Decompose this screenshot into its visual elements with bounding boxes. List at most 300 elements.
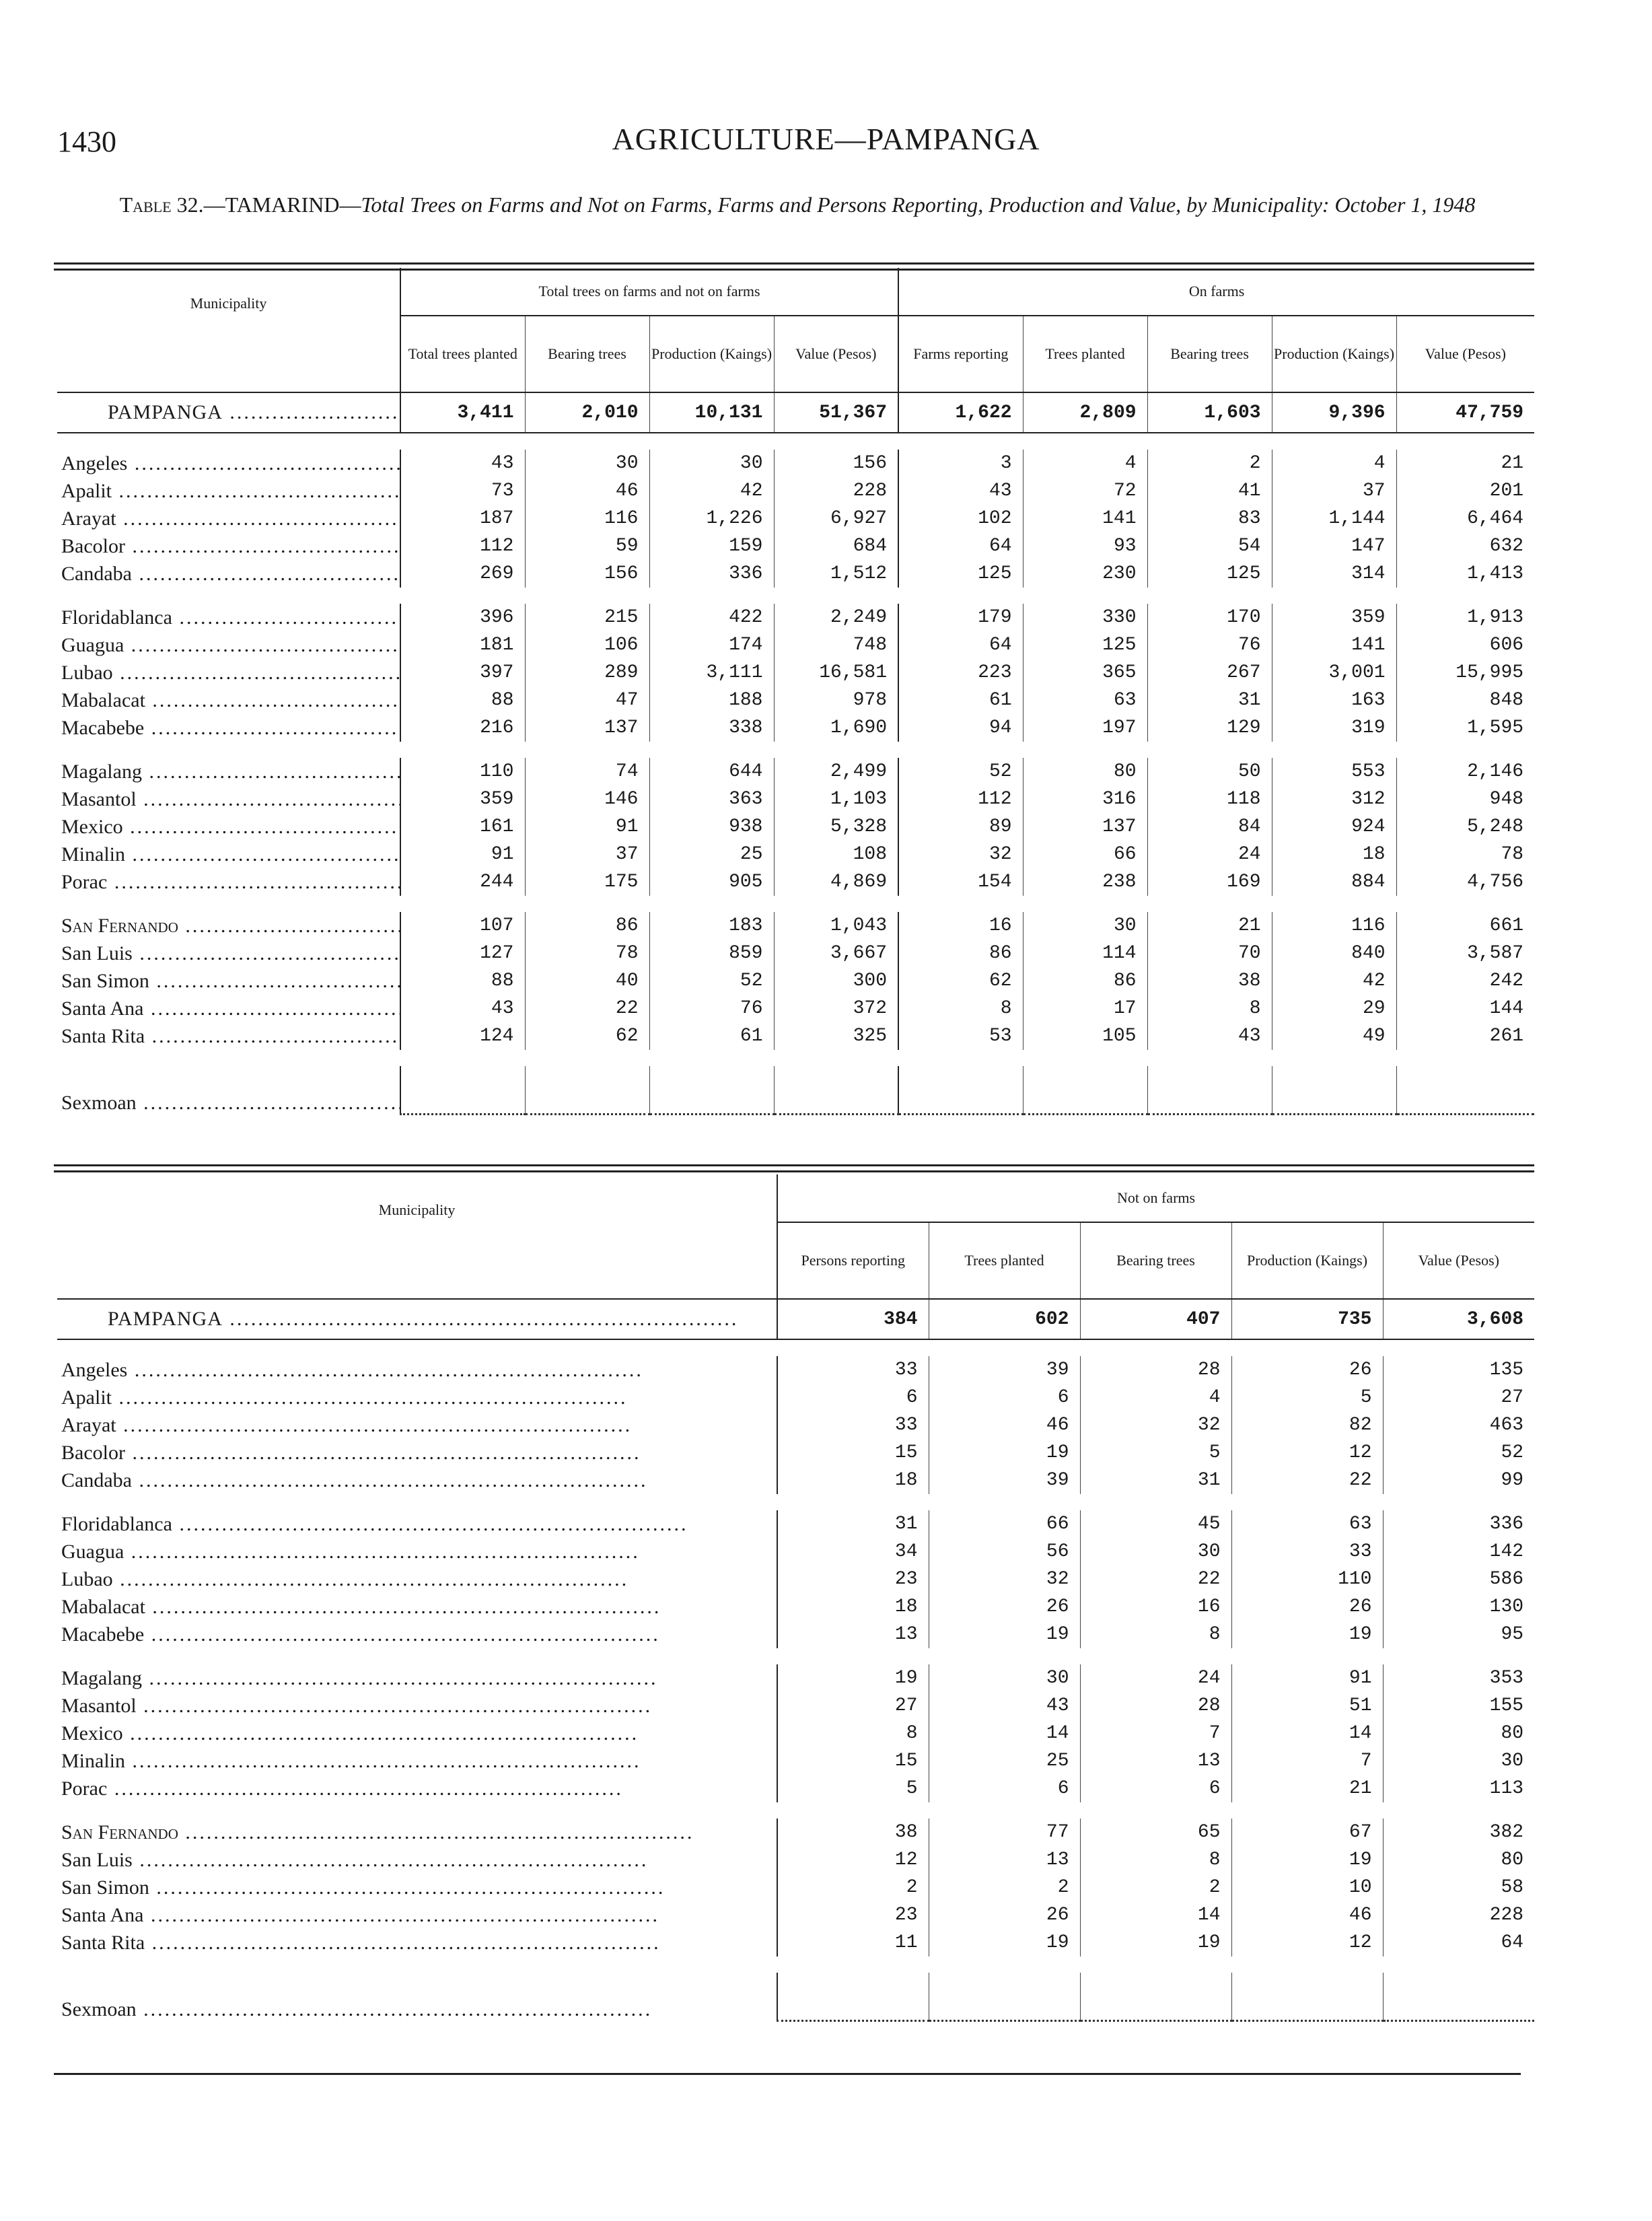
table-cell: 163	[1272, 686, 1396, 714]
table-row	[57, 450, 1534, 477]
table-cell: 37	[1272, 477, 1396, 505]
table-row	[57, 532, 1534, 560]
table-cell: 51	[1231, 1692, 1383, 1720]
municipality-header-bottom: Municipality	[57, 1174, 777, 1299]
table-cell: 4	[1023, 450, 1147, 477]
column-header: Bearing trees	[1080, 1222, 1231, 1299]
table-cell: 325	[774, 1022, 898, 1050]
table-cell: 28	[1080, 1692, 1231, 1720]
table-row	[57, 560, 1534, 588]
spacer-cell	[57, 1802, 1534, 1819]
table-cell: 39	[929, 1467, 1080, 1494]
table-cell: 64	[898, 631, 1023, 659]
table-cell: 135	[1489, 1360, 1524, 1380]
table-cell: 33	[777, 1411, 929, 1439]
empty-cell	[777, 1973, 929, 2021]
total-cell: 10,131	[649, 392, 774, 433]
table-cell: 67	[1231, 1819, 1383, 1846]
table-cell: 5	[777, 1775, 929, 1802]
total-cell: 2,809	[1023, 392, 1147, 433]
table-cell: 8	[1080, 1621, 1231, 1648]
table-cell: 83	[1147, 505, 1272, 532]
table-cell: 137	[1023, 813, 1147, 841]
table-cell: 27	[777, 1692, 929, 1720]
table-row	[57, 1022, 1534, 1050]
spacer-cell	[57, 1648, 1534, 1664]
table-cell: 353	[1489, 1668, 1524, 1689]
table-cell: 319	[1272, 714, 1396, 742]
table-cell: 19	[777, 1664, 929, 1692]
municipality-name: Angeles .....	[57, 1356, 777, 1384]
table-row	[57, 659, 1534, 686]
table-cell: 30	[525, 450, 649, 477]
table-row	[57, 1621, 1534, 1648]
table-cell: 40	[525, 967, 649, 995]
municipality-name: Porac .....	[57, 1775, 777, 1802]
table-cell: 336	[1489, 1514, 1524, 1535]
table-cell: 924	[1272, 813, 1396, 841]
table-cell: 312	[1272, 785, 1396, 813]
table-cell: 216	[400, 714, 525, 742]
municipality-name: Bacolor .....	[57, 1439, 777, 1467]
table-cell: 2	[1080, 1874, 1231, 1901]
table-row	[57, 995, 1534, 1022]
municipality-name: Floridablanca .....	[57, 604, 400, 631]
table-bottom	[57, 1174, 1534, 2022]
table-cell: 4	[1080, 1384, 1231, 1411]
table-cell: 130	[1489, 1596, 1524, 1617]
table-row	[57, 1356, 1534, 1384]
table-cell: 86	[525, 912, 649, 940]
table-cell: 125	[898, 560, 1023, 588]
table-cell: 5,248	[1467, 816, 1524, 837]
table-cell: 116	[525, 505, 649, 532]
table-cell: 26	[1231, 1356, 1383, 1384]
empty-cell	[929, 1973, 1080, 2021]
table-cell: 108	[774, 841, 898, 868]
table-cell: 28	[1080, 1356, 1231, 1384]
municipality-name: Mabalacat .....	[57, 1593, 777, 1621]
table-cell: 586	[1489, 1569, 1524, 1590]
table-cell: 112	[898, 785, 1023, 813]
municipality-name: Candaba .....	[57, 1467, 777, 1494]
table-cell: 1,144	[1272, 505, 1396, 532]
table-cell: 14	[1080, 1901, 1231, 1929]
table-cell: 3,587	[1467, 943, 1524, 964]
table-cell: 14	[929, 1720, 1080, 1747]
table-cell: 6	[1080, 1775, 1231, 1802]
table-cell: 76	[1147, 631, 1272, 659]
table-row	[57, 1411, 1534, 1439]
running-head: AGRICULTURE—PAMPANGA	[612, 122, 1040, 156]
table-cell: 12	[1231, 1929, 1383, 1956]
table-row	[57, 1874, 1534, 1901]
table-cell: 4,869	[774, 868, 898, 896]
table-cell: 89	[898, 813, 1023, 841]
municipality-name: San Luis .....	[57, 940, 400, 967]
table-cell: 78	[525, 940, 649, 967]
municipality-name: Lubao .....	[57, 659, 400, 686]
spacer-row	[57, 1802, 1534, 1819]
table-cell: 84	[1147, 813, 1272, 841]
municipality-header: Municipality	[57, 268, 400, 392]
group-header-total: Total trees on farms and not on farms	[400, 268, 898, 316]
table-cell: 64	[898, 532, 1023, 560]
table-row-no-data	[57, 1973, 1534, 2021]
table-cell: 159	[649, 532, 774, 560]
table-cell: 848	[1489, 690, 1524, 711]
table-cell: 314	[1272, 560, 1396, 588]
table-cell: 23	[777, 1901, 929, 1929]
table-cell: 18	[777, 1593, 929, 1621]
table-cell: 147	[1272, 532, 1396, 560]
table-row	[57, 505, 1534, 532]
table-cell: 26	[1231, 1593, 1383, 1621]
table-cell: 359	[1272, 604, 1396, 631]
table-cell: 1,690	[774, 714, 898, 742]
table-cell: 156	[525, 560, 649, 588]
table-cell: 19	[929, 1929, 1080, 1956]
table-cell: 905	[649, 868, 774, 896]
table-cell: 16	[1080, 1593, 1231, 1621]
page-number: 1430	[57, 125, 116, 158]
municipality-name: Santa Ana .....	[57, 995, 400, 1022]
municipality-name: Guagua .....	[57, 1538, 777, 1565]
table-cell: 197	[1023, 714, 1147, 742]
table-cell: 156	[774, 450, 898, 477]
table-row	[57, 1593, 1534, 1621]
table-cell: 884	[1272, 868, 1396, 896]
table-cell: 24	[1147, 841, 1272, 868]
table-cell: 127	[400, 940, 525, 967]
table-cell: 5,328	[774, 813, 898, 841]
table-cell: 396	[400, 604, 525, 631]
table-cell: 29	[1272, 995, 1396, 1022]
table-cell: 58	[1501, 1877, 1524, 1898]
municipality-name: Porac .....	[57, 868, 400, 896]
table-cell: 53	[898, 1022, 1023, 1050]
municipality-name: Lubao .....	[57, 1565, 777, 1593]
column-header: Value (Pesos)	[1383, 1222, 1534, 1299]
table-cell: 174	[649, 631, 774, 659]
table-cell: 125	[1147, 560, 1272, 588]
total-cell: 3,411	[400, 392, 525, 433]
total-cell: 2,010	[525, 392, 649, 433]
table-cell: 56	[929, 1538, 1080, 1565]
municipality-name: Macabebe .....	[57, 1621, 777, 1648]
table-cell: 66	[929, 1510, 1080, 1538]
table-cell: 76	[649, 995, 774, 1022]
table-row	[57, 1692, 1534, 1720]
table-cell: 230	[1023, 560, 1147, 588]
table-cell: 6	[777, 1384, 929, 1411]
table-cell: 15	[777, 1747, 929, 1775]
table-cell: 215	[525, 604, 649, 631]
table-cell: 242	[1489, 971, 1524, 991]
table-cell: 88	[400, 686, 525, 714]
table-caption	[57, 190, 1538, 219]
municipality-name: Angeles .....	[57, 450, 400, 477]
table-label: Table 32.—TAMARIND—	[119, 192, 361, 217]
table-row	[57, 714, 1534, 742]
table-title: Total Trees on Farms and Not on Farms, Farms and Persons Reporting, Production and Value, by Municipality: October 1, 1948	[361, 192, 1476, 217]
table-cell: 46	[1231, 1901, 1383, 1929]
table-cell: 88	[400, 967, 525, 995]
table-cell: 124	[400, 1022, 525, 1050]
table-cell: 228	[1489, 1905, 1524, 1926]
table-cell: 26	[929, 1901, 1080, 1929]
table-cell: 748	[774, 631, 898, 659]
municipality-name: Magalang .....	[57, 758, 400, 785]
table-cell: 24	[1080, 1664, 1231, 1692]
municipality-name: Masantol .....	[57, 785, 400, 813]
table-cell: 61	[649, 1022, 774, 1050]
spacer-cell	[57, 1494, 1534, 1510]
table-cell: 6	[929, 1775, 1080, 1802]
table-cell: 86	[898, 940, 1023, 967]
table-cell: 43	[898, 477, 1023, 505]
table-cell: 74	[525, 758, 649, 785]
table-cell: 49	[1272, 1022, 1396, 1050]
table-cell: 31	[1147, 686, 1272, 714]
empty-cell	[400, 1066, 525, 1115]
table-cell: 6,464	[1467, 508, 1524, 529]
table-cell: 114	[1023, 940, 1147, 967]
table-cell: 31	[1080, 1467, 1231, 1494]
table-cell: 25	[649, 841, 774, 868]
table-cell: 19	[929, 1439, 1080, 1467]
table-cell: 181	[400, 631, 525, 659]
table-cell: 72	[1023, 477, 1147, 505]
table-cell: 223	[898, 659, 1023, 686]
table-cell: 129	[1147, 714, 1272, 742]
municipality-name: San Fernando .....	[57, 912, 400, 940]
empty-cell	[1147, 1066, 1272, 1115]
table-cell: 22	[1231, 1467, 1383, 1494]
table-cell: 38	[1147, 967, 1272, 995]
table-cell: 553	[1272, 758, 1396, 785]
table-cell: 80	[1501, 1849, 1524, 1870]
municipality-name: Bacolor .....	[57, 532, 400, 560]
table-row-no-data	[57, 1066, 1534, 1115]
table-cell: 359	[400, 785, 525, 813]
table-cell: 8	[1147, 995, 1272, 1022]
group-header-not-on-farms: Not on farms	[777, 1174, 1534, 1222]
table-cell: 3,111	[649, 659, 774, 686]
table-cell: 65	[1080, 1819, 1231, 1846]
table-cell: 15,995	[1456, 662, 1524, 683]
table-cell: 6	[929, 1384, 1080, 1411]
group-header-on-farms: On farms	[898, 268, 1534, 316]
table-cell: 110	[1231, 1565, 1383, 1593]
table-cell: 30	[1501, 1751, 1524, 1771]
total-cell: 47,759	[1396, 392, 1534, 433]
table-cell: 30	[1080, 1538, 1231, 1565]
table-cell: 21	[1231, 1775, 1383, 1802]
table-cell: 179	[898, 604, 1023, 631]
table-cell: 4	[1272, 450, 1396, 477]
table-cell: 50	[1147, 758, 1272, 785]
table-cell: 201	[1489, 481, 1524, 501]
table-row	[57, 686, 1534, 714]
table-cell: 91	[525, 813, 649, 841]
total-cell: 1,622	[898, 392, 1023, 433]
municipality-name: Santa Rita .....	[57, 1022, 400, 1050]
total-cell: 9,396	[1272, 392, 1396, 433]
table-cell: 32	[1080, 1411, 1231, 1439]
table-cell: 62	[525, 1022, 649, 1050]
municipality-name: Macabebe .....	[57, 714, 400, 742]
table-row	[57, 1846, 1534, 1874]
table-row	[57, 1720, 1534, 1747]
table-top	[57, 268, 1534, 1115]
table-cell: 170	[1147, 604, 1272, 631]
table-cell: 3,001	[1272, 659, 1396, 686]
table-cell: 244	[400, 868, 525, 896]
table-cell: 978	[774, 686, 898, 714]
spacer-row	[57, 1648, 1534, 1664]
empty-cell	[1396, 1066, 1534, 1115]
table-cell: 61	[898, 686, 1023, 714]
municipality-name: San Simon .....	[57, 1874, 777, 1901]
table-cell: 187	[400, 505, 525, 532]
table-cell: 632	[1489, 536, 1524, 557]
municipality-name: Candaba .....	[57, 560, 400, 588]
table-cell: 33	[777, 1356, 929, 1384]
spacer-row	[57, 433, 1534, 450]
table-row	[57, 1929, 1534, 1956]
table-cell: 46	[525, 477, 649, 505]
table-cell: 93	[1023, 532, 1147, 560]
table-cell: 11	[777, 1929, 929, 1956]
table-cell: 175	[525, 868, 649, 896]
table-cell: 18	[777, 1467, 929, 1494]
spacer-row	[57, 1050, 1534, 1066]
table-cell: 8	[898, 995, 1023, 1022]
empty-cell	[1272, 1066, 1396, 1115]
table-row	[57, 967, 1534, 995]
table-cell: 2	[1147, 450, 1272, 477]
table-row	[57, 1510, 1534, 1538]
table-cell: 80	[1501, 1723, 1524, 1744]
table-row	[57, 940, 1534, 967]
table-cell: 19	[1231, 1846, 1383, 1874]
table-cell: 43	[1147, 1022, 1272, 1050]
table-cell: 102	[898, 505, 1023, 532]
table-cell: 188	[649, 686, 774, 714]
table-cell: 330	[1023, 604, 1147, 631]
table-row	[57, 477, 1534, 505]
total-row-label: PAMPANGA .....	[57, 1299, 777, 1339]
table-cell: 33	[1231, 1538, 1383, 1565]
table-cell: 47	[525, 686, 649, 714]
table-cell: 144	[1489, 998, 1524, 1019]
municipality-name: Santa Rita .....	[57, 1929, 777, 1956]
table-cell: 46	[929, 1411, 1080, 1439]
table-row	[57, 1775, 1534, 1802]
table-cell: 397	[400, 659, 525, 686]
spacer-row	[57, 1494, 1534, 1510]
table-cell: 99	[1501, 1470, 1524, 1491]
table-cell: 13	[929, 1846, 1080, 1874]
table-cell: 261	[1489, 1026, 1524, 1047]
total-cell: 3,608	[1383, 1299, 1534, 1339]
table-cell: 141	[1272, 631, 1396, 659]
column-header: Production (Kaings)	[1272, 316, 1396, 392]
column-header: Bearing trees	[525, 316, 649, 392]
empty-cell	[525, 1066, 649, 1115]
table-cell: 19	[1080, 1929, 1231, 1956]
table-cell: 22	[525, 995, 649, 1022]
table-row	[57, 841, 1534, 868]
total-row-label: PAMPANGA .....	[57, 392, 400, 433]
table-row	[57, 1538, 1534, 1565]
table-cell: 1,226	[649, 505, 774, 532]
table-cell: 78	[1501, 844, 1524, 865]
table-cell: 91	[400, 841, 525, 868]
spacer-row	[57, 1339, 1534, 1356]
table-cell: 338	[649, 714, 774, 742]
table-cell: 228	[774, 477, 898, 505]
table-cell: 5	[1231, 1384, 1383, 1411]
table-cell: 661	[1489, 915, 1524, 936]
table-cell: 31	[777, 1510, 929, 1538]
table-cell: 42	[649, 477, 774, 505]
municipality-name: Sexmoan .....	[57, 1066, 400, 1115]
table-cell: 16,581	[774, 659, 898, 686]
spacer-row	[57, 1956, 1534, 1973]
table-row	[57, 1565, 1534, 1593]
table-row	[57, 912, 1534, 940]
table-cell: 422	[649, 604, 774, 631]
column-header: Total trees planted	[400, 316, 525, 392]
municipality-name: Guagua .....	[57, 631, 400, 659]
table-row	[57, 1467, 1534, 1494]
table-cell: 7	[1231, 1747, 1383, 1775]
table-cell: 18	[1272, 841, 1396, 868]
table-row	[57, 631, 1534, 659]
table-cell: 64	[1501, 1932, 1524, 1953]
table-cell: 8	[1080, 1846, 1231, 1874]
municipality-name: Apalit .....	[57, 1384, 777, 1411]
table-cell: 13	[1080, 1747, 1231, 1775]
table-cell: 684	[774, 532, 898, 560]
table-cell: 41	[1147, 477, 1272, 505]
municipality-name: Arayat .....	[57, 1411, 777, 1439]
table-cell: 365	[1023, 659, 1147, 686]
table-cell: 3,667	[774, 940, 898, 967]
table-cell: 19	[929, 1621, 1080, 1648]
empty-cell	[774, 1066, 898, 1115]
table-row	[57, 785, 1534, 813]
table-row	[57, 1664, 1534, 1692]
table-cell: 300	[774, 967, 898, 995]
table-cell: 169	[1147, 868, 1272, 896]
table-cell: 238	[1023, 868, 1147, 896]
table-cell: 146	[525, 785, 649, 813]
table-cell: 154	[898, 868, 1023, 896]
table-cell: 336	[649, 560, 774, 588]
table-cell: 32	[898, 841, 1023, 868]
table-cell: 12	[777, 1846, 929, 1874]
table-cell: 10	[1231, 1874, 1383, 1901]
table-cell: 8	[777, 1720, 929, 1747]
table-cell: 82	[1231, 1411, 1383, 1439]
table-cell: 59	[525, 532, 649, 560]
municipality-name: Mexico .....	[57, 1720, 777, 1747]
table-cell: 15	[777, 1439, 929, 1467]
municipality-name: Apalit .....	[57, 477, 400, 505]
